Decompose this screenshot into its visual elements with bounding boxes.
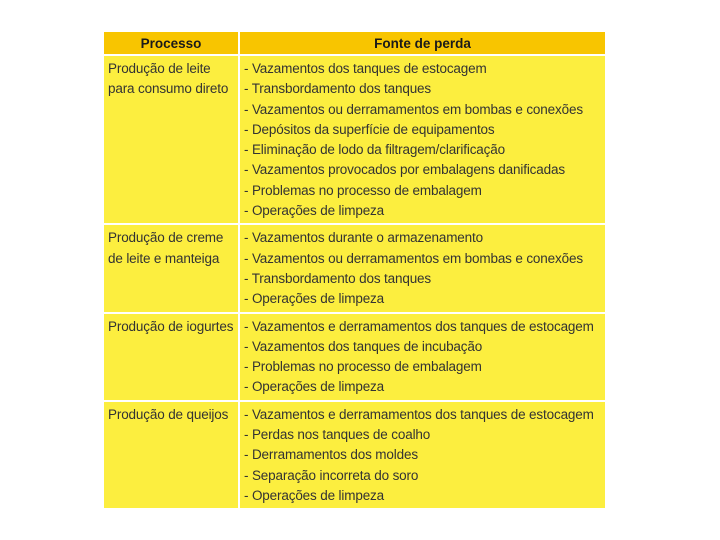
- loss-item: - Vazamentos ou derramamentos em bombas e conexões: [244, 101, 583, 117]
- loss-item: - Transbordamento dos tanques: [244, 270, 432, 286]
- process-name-line: Produção de leite: [108, 61, 211, 76]
- header-loss-source: Fonte de perda: [240, 32, 605, 54]
- loss-source-cell: [240, 402, 605, 508]
- process-name-line: Produção de queijos: [108, 406, 229, 422]
- loss-item: - Depósitos da superfície de equipamentos: [244, 121, 495, 137]
- table-row: [104, 402, 605, 508]
- loss-item: - Transbordamento dos tanques: [244, 81, 432, 97]
- loss-item: - Vazamentos e derramamentos dos tanques de estocagem: [244, 406, 594, 422]
- loss-item: - Separação incorreta do soro: [244, 467, 419, 483]
- loss-sources-table: [102, 30, 607, 510]
- loss-sources-table-container: [102, 30, 607, 508]
- loss-item: - Operações de limpeza: [244, 291, 385, 307]
- process-name-line: para consumo direto: [108, 81, 229, 97]
- loss-item: - Vazamentos durante o armazenamento: [244, 230, 483, 246]
- table-header-row: [104, 32, 605, 54]
- loss-item: - Vazamentos e derramamentos dos tanques de estocagem: [244, 318, 594, 334]
- process-name-line: Produção de creme: [108, 230, 224, 246]
- loss-item: - Vazamentos dos tanques de incubação: [244, 338, 483, 354]
- loss-item: - Perdas nos tanques de coalho: [244, 427, 431, 443]
- process-name-line: de leite e manteiga: [108, 250, 220, 266]
- loss-item: - Operações de limpeza: [244, 487, 385, 503]
- loss-item: - Vazamentos ou derramamentos em bombas e conexões: [244, 250, 583, 266]
- process-cell: [104, 56, 238, 223]
- loss-item: - Vazamentos dos tanques de estocagem: [244, 61, 487, 76]
- process-name-line: Produção de iogurtes: [108, 318, 234, 334]
- loss-item: - Problemas no processo de embalagem: [244, 359, 482, 375]
- loss-item: - Operações de limpeza: [244, 379, 385, 395]
- table-row: [104, 225, 605, 311]
- table-row: [104, 314, 605, 400]
- header-process: Processo: [104, 32, 238, 54]
- table-row: [104, 56, 605, 223]
- loss-source-cell: [240, 56, 605, 223]
- loss-item: - Eliminação de lodo da filtragem/clarificação: [244, 142, 505, 158]
- process-cell: [104, 225, 238, 311]
- process-cell: [104, 402, 238, 508]
- process-cell: [104, 314, 238, 400]
- loss-item: - Problemas no processo de embalagem: [244, 182, 482, 198]
- loss-item: - Vazamentos provocados por embalagens danificadas: [244, 162, 565, 178]
- loss-source-cell: [240, 225, 605, 311]
- loss-source-cell: [240, 314, 605, 400]
- loss-item: - Operações de limpeza: [244, 203, 385, 219]
- loss-item: - Derramamentos dos moldes: [244, 447, 418, 463]
